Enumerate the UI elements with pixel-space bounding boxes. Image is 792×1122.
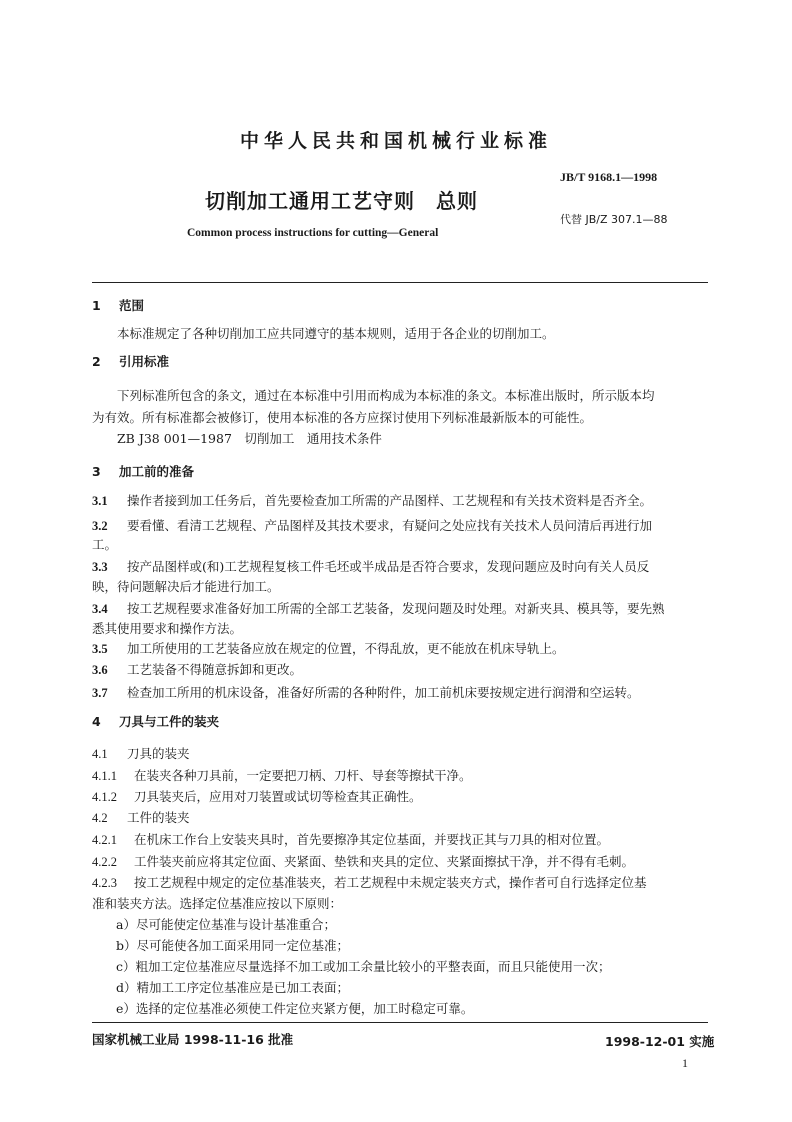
section-title: 范围 bbox=[119, 298, 145, 313]
subsection-4-1 bbox=[92, 744, 190, 762]
clause-text: 工件的装夹 bbox=[127, 810, 190, 825]
clause-number: 3.3 bbox=[92, 560, 108, 574]
clause-4-2-3-cont: 准和装夹方法。选择定位基准应按以下原则： bbox=[92, 896, 343, 911]
clause-number: 4.1.2 bbox=[92, 790, 117, 804]
clause-number: 4.2.3 bbox=[92, 876, 117, 890]
clause-text: 工艺装备不得随意拆卸和更改。 bbox=[127, 662, 303, 677]
section-number: 1 bbox=[92, 298, 101, 313]
list-item: e）选择的定位基准必须使工件定位夹紧方便，加工时稳定可靠。 bbox=[116, 1001, 474, 1016]
clause-text: 检查加工所用的机床设备，准备好所需的各种附件，加工前机床要按规定进行润滑和空运转。 bbox=[127, 685, 640, 700]
clause-4-2-3 bbox=[92, 873, 647, 891]
clause-text: 加工所使用的工艺装备应放在规定的位置，不得乱放，更不能放在机床导轨上。 bbox=[127, 641, 565, 656]
clause-3-1 bbox=[92, 491, 652, 509]
clause-text: 刀具的装夹 bbox=[127, 746, 190, 761]
referenced-standard: ZB J38 001—1987 切削加工 通用技术条件 bbox=[117, 431, 382, 446]
section-2-heading bbox=[92, 352, 169, 370]
document-title-cn: 切削加工通用工艺守则 总则 bbox=[205, 189, 478, 213]
clause-text: 刀具装夹后，应用对刀装置或试切等检查其正确性。 bbox=[134, 789, 422, 804]
clause-4-2-1 bbox=[92, 830, 609, 848]
clause-text: 在装夹各种刀具前，一定要把刀柄、刀杆、导套等擦拭干净。 bbox=[134, 768, 472, 783]
clause-3-5 bbox=[92, 639, 565, 657]
list-item: a）尽可能使定位基准与设计基准重合； bbox=[116, 917, 336, 932]
clause-number: 3.6 bbox=[92, 663, 108, 677]
clause-4-1-1 bbox=[92, 766, 472, 784]
clause-3-4-cont: 悉其使用要求和操作方法。 bbox=[92, 621, 243, 636]
clause-3-4 bbox=[92, 599, 665, 617]
section-1-heading bbox=[92, 296, 144, 314]
clause-3-6 bbox=[92, 660, 302, 678]
section-title: 加工前的准备 bbox=[119, 464, 195, 479]
clause-text: 操作者接到加工任务后，首先要检查加工所需的产品图样、工艺规程和有关技术资料是否齐全。 bbox=[127, 493, 653, 508]
clause-text: 按工艺规程中规定的定位基准装夹，若工艺规程中未规定装夹方式，操作者可自行选择定位基 bbox=[134, 875, 647, 890]
clause-3-3-cont: 映，待问题解决后才能进行加工。 bbox=[92, 579, 280, 594]
clause-number: 4.1 bbox=[92, 747, 108, 761]
section-number: 3 bbox=[92, 464, 101, 479]
clause-text: 按产品图样或(和)工艺规程复核工件毛坯或半成品是否符合要求，发现问题应及时向有关人员反 bbox=[127, 559, 650, 574]
clause-number: 3.1 bbox=[92, 494, 108, 508]
clause-number: 4.2.1 bbox=[92, 833, 117, 847]
clause-number: 3.5 bbox=[92, 642, 108, 656]
section-3-heading bbox=[92, 462, 194, 480]
clause-text: 在机床工作台上安装夹具时，首先要擦净其定位基面，并要找正其与刀具的相对位置。 bbox=[134, 832, 610, 847]
implementation-date: 1998-12-01 实施 bbox=[605, 1034, 715, 1049]
document-title-en: Common process instructions for cutting—General bbox=[187, 227, 439, 239]
footer-divider bbox=[92, 1022, 708, 1023]
list-item: b）尽可能使各加工面采用同一定位基准； bbox=[116, 938, 350, 953]
list-item: d）精加工工序定位基准应是已加工表面； bbox=[116, 980, 350, 995]
section-number: 4 bbox=[92, 714, 101, 729]
clause-number: 4.2.2 bbox=[92, 855, 117, 869]
clause-number: 4.1.1 bbox=[92, 769, 117, 783]
page-number: 1 bbox=[682, 1056, 688, 1070]
section-title: 刀具与工件的装夹 bbox=[119, 714, 220, 729]
clause-text: 按工艺规程要求准备好加工所需的全部工艺装备，发现问题及时处理。对新夹具、模具等，要先熟 bbox=[127, 601, 665, 616]
clause-text: 要看懂、看清工艺规程、产品图样及其技术要求，有疑问之处应找有关技术人员问清后再进行加 bbox=[127, 518, 653, 533]
clause-number: 3.7 bbox=[92, 686, 108, 700]
organization-header: 中华人民共和国机械行业标准 bbox=[239, 130, 552, 152]
clause-text: 工件装夹前应将其定位面、夹紧面、垫铁和夹具的定位、夹紧面擦拭干净，并不得有毛刺。 bbox=[134, 854, 635, 869]
subsection-4-2 bbox=[92, 808, 190, 826]
clause-number: 4.2 bbox=[92, 811, 108, 825]
section-title: 引用标准 bbox=[119, 354, 170, 369]
replaces-standard: 代替 JB/Z 307.1—88 bbox=[560, 213, 668, 226]
section-1-text: 本标准规定了各种切削加工应共同遵守的基本规则，适用于各企业的切削加工。 bbox=[117, 326, 555, 341]
clause-3-2 bbox=[92, 516, 652, 534]
clause-4-1-2 bbox=[92, 787, 422, 805]
clause-number: 3.2 bbox=[92, 519, 108, 533]
clause-3-7 bbox=[92, 683, 640, 701]
header-divider bbox=[92, 282, 708, 283]
clause-3-2-cont: 工。 bbox=[92, 537, 118, 552]
section-2-text-line1: 下列标准所包含的条文，通过在本标准中引用而构成为本标准的条文。本标准出版时，所示版本均 bbox=[117, 388, 655, 403]
section-number: 2 bbox=[92, 354, 101, 369]
standard-number: JB/T 9168.1—1998 bbox=[560, 170, 658, 184]
section-2-text-line2: 为有效。所有标准都会被修订，使用本标准的各方应探讨使用下列标准最新版本的可能性。 bbox=[92, 410, 593, 425]
clause-4-2-2 bbox=[92, 852, 634, 870]
clause-3-3 bbox=[92, 557, 649, 575]
clause-number: 3.4 bbox=[92, 602, 108, 616]
list-item: c）粗加工定位基准应尽量选择不加工或加工余量比较小的平整表面，而且只能使用一次； bbox=[116, 959, 611, 974]
approval-note: 国家机械工业局 1998-11-16 批准 bbox=[92, 1032, 294, 1047]
section-4-heading bbox=[92, 712, 219, 730]
